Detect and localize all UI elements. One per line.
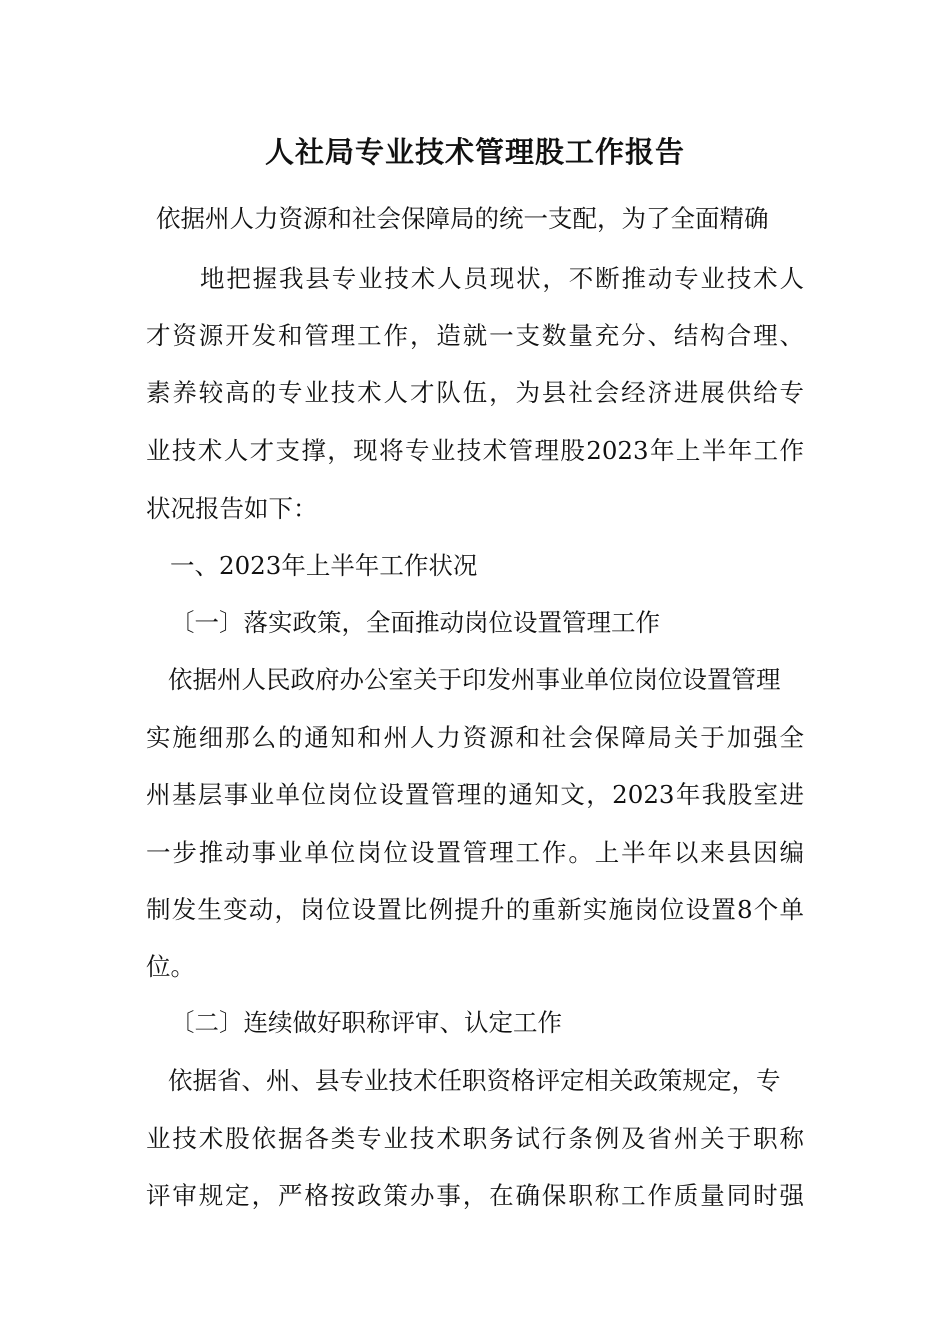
- section-heading: 一、2023年上半年工作状况: [170, 551, 478, 580]
- paragraph-line: 才资源开发和管理工作，造就一支数量充分、结构合理、: [146, 321, 804, 350]
- paragraph-line: 位。: [146, 952, 195, 981]
- subsection-heading: 〔二〕连续做好职称评审、认定工作: [170, 1008, 562, 1037]
- paragraph-line: 一步推动事业单位岗位设置管理工作。上半年以来县因编: [146, 838, 804, 867]
- document-title: 人社局专业技术管理股工作报告: [264, 135, 685, 169]
- paragraph-line: 评审规定，严格按政策办事，在确保职称工作质量同时强: [146, 1181, 804, 1210]
- paragraph-line: 地把握我县专业技术人员现状，不断推动专业技术人: [200, 264, 804, 293]
- paragraph-line: 业技术人才支撑，现将专业技术管理股2023年上半年工作: [146, 436, 804, 465]
- paragraph-line: 素养较高的专业技术人才队伍，为县社会经济进展供给专: [146, 378, 804, 407]
- paragraph-line: 制发生变动，岗位设置比例提升的重新实施岗位设置8个单: [146, 895, 804, 924]
- paragraph-line: 实施细那么的通知和州人力资源和社会保障局关于加强全: [146, 723, 804, 752]
- paragraph-line: 状况报告如下：: [146, 494, 318, 523]
- paragraph-line: 依据州人力资源和社会保障局的统一支配，为了全面精确: [156, 204, 769, 233]
- paragraph-line: 业技术股依据各类专业技术职务试行条例及省州关于职称: [146, 1124, 804, 1153]
- subsection-heading: 〔一〕落实政策，全面推动岗位设置管理工作: [170, 608, 660, 637]
- paragraph-line: 州基层事业单位岗位设置管理的通知文，2023年我股室进: [146, 780, 804, 809]
- paragraph-line: 依据州人民政府办公室关于印发州事业单位岗位设置管理: [168, 665, 781, 694]
- paragraph-line: 依据省、州、县专业技术任职资格评定相关政策规定，专: [168, 1066, 781, 1095]
